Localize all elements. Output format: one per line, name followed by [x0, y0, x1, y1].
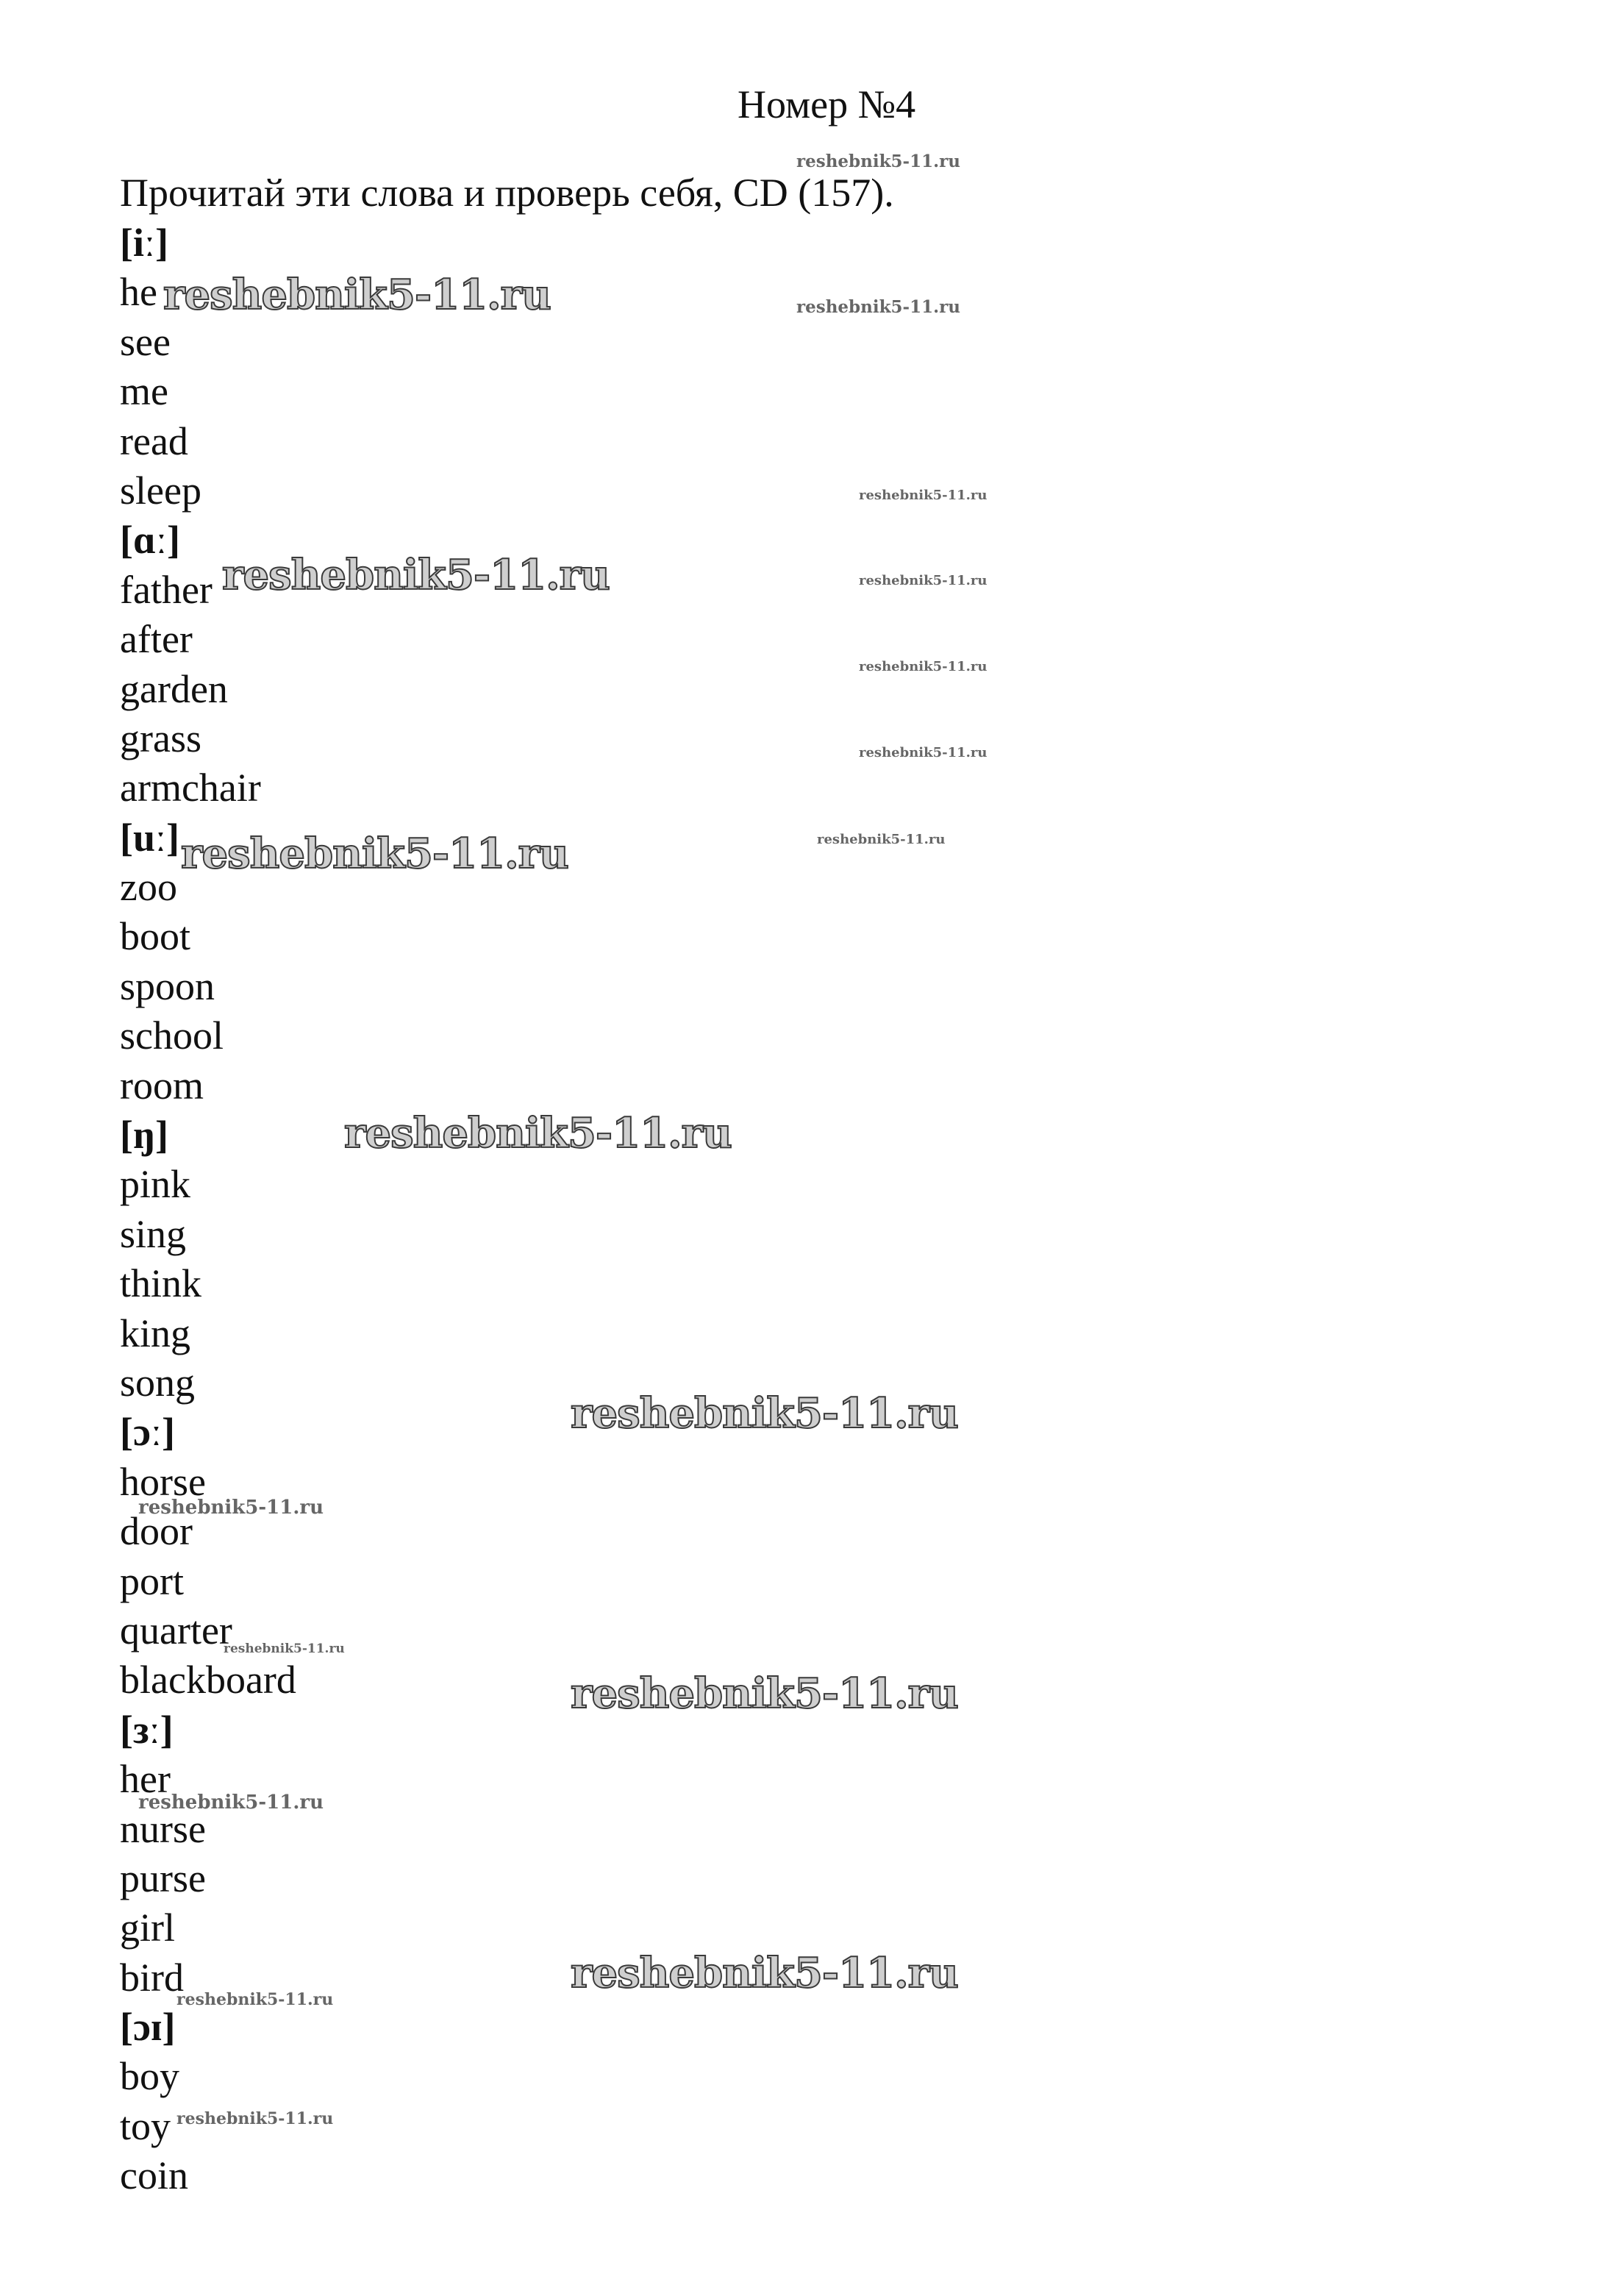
watermark-small: reshebnik5-11.ru: [176, 1990, 334, 2009]
word-item: toy: [120, 2103, 171, 2148]
word-item: see: [120, 319, 171, 364]
watermark-small: reshebnik5-11.ru: [859, 488, 988, 503]
watermark-large: reshebnik5-11.ru: [344, 1109, 732, 1158]
word-item: after: [120, 617, 193, 662]
watermark-small: reshebnik5-11.ru: [817, 832, 946, 847]
word-item: girl: [120, 1905, 175, 1950]
watermark-large: reshebnik5-11.ru: [181, 830, 568, 878]
sound-heading: [ɔɪ]: [120, 2005, 176, 2050]
watermark-large: reshebnik5-11.ru: [571, 1389, 958, 1438]
word-item: her: [120, 1757, 171, 1802]
word-item: read: [120, 418, 188, 463]
word-item: think: [120, 1261, 202, 1306]
word-item: nurse: [120, 1806, 206, 1851]
word-item: sing: [120, 1211, 187, 1256]
sound-heading: [ŋ]: [120, 1113, 168, 1158]
watermark-small: reshebnik5-11.ru: [796, 297, 960, 317]
watermark-small: reshebnik5-11.ru: [859, 745, 988, 760]
sound-heading: [iː]: [120, 221, 168, 265]
word-item: bird: [120, 1955, 184, 2000]
sound-heading: [ɔː]: [120, 1410, 175, 1455]
word-item: school: [120, 1013, 224, 1058]
watermark-large: reshebnik5-11.ru: [222, 551, 610, 599]
sound-heading: [uː]: [120, 815, 179, 860]
word-item: room: [120, 1063, 204, 1108]
word-item: purse: [120, 1855, 206, 1900]
word-item: king: [120, 1311, 191, 1355]
sound-heading: [ɑː]: [120, 518, 181, 563]
instruction-text: Прочитай эти слова и проверь себя, CD (157).: [120, 171, 894, 215]
watermark-large: reshebnik5-11.ru: [571, 1949, 958, 1997]
word-item: port: [120, 1558, 184, 1603]
word-item: garden: [120, 666, 228, 711]
watermark-small: reshebnik5-11.ru: [859, 573, 988, 588]
word-item: horse: [120, 1459, 206, 1504]
watermark-large: reshebnik5-11.ru: [571, 1669, 958, 1718]
word-item: he: [120, 270, 157, 315]
watermark-large: reshebnik5-11.ru: [163, 271, 551, 319]
watermark-small: reshebnik5-11.ru: [796, 151, 960, 171]
word-item: grass: [120, 716, 201, 760]
watermark-small: reshebnik5-11.ru: [138, 1791, 324, 1814]
word-list: [120, 218, 296, 2201]
word-item: armchair: [120, 766, 261, 810]
watermark-small: reshebnik5-11.ru: [224, 1641, 345, 1656]
page-title: Номер №4: [738, 82, 916, 126]
word-item: spoon: [120, 963, 215, 1008]
word-item: blackboard: [120, 1658, 296, 1703]
word-item: pink: [120, 1162, 191, 1207]
word-item: door: [120, 1509, 193, 1554]
watermark-small: reshebnik5-11.ru: [176, 2109, 334, 2128]
sound-heading: [зː]: [120, 1707, 174, 1752]
word-item: me: [120, 369, 168, 414]
watermark-small: reshebnik5-11.ru: [859, 659, 988, 674]
word-item: boot: [120, 914, 191, 959]
word-item: zoo: [120, 865, 177, 910]
word-item: boy: [120, 2054, 179, 2099]
word-item: sleep: [120, 468, 201, 513]
word-item: father: [120, 567, 213, 612]
word-item: song: [120, 1360, 196, 1405]
watermark-small: reshebnik5-11.ru: [138, 1497, 324, 1519]
word-item: coin: [120, 2153, 188, 2198]
word-item: quarter: [120, 1608, 232, 1653]
